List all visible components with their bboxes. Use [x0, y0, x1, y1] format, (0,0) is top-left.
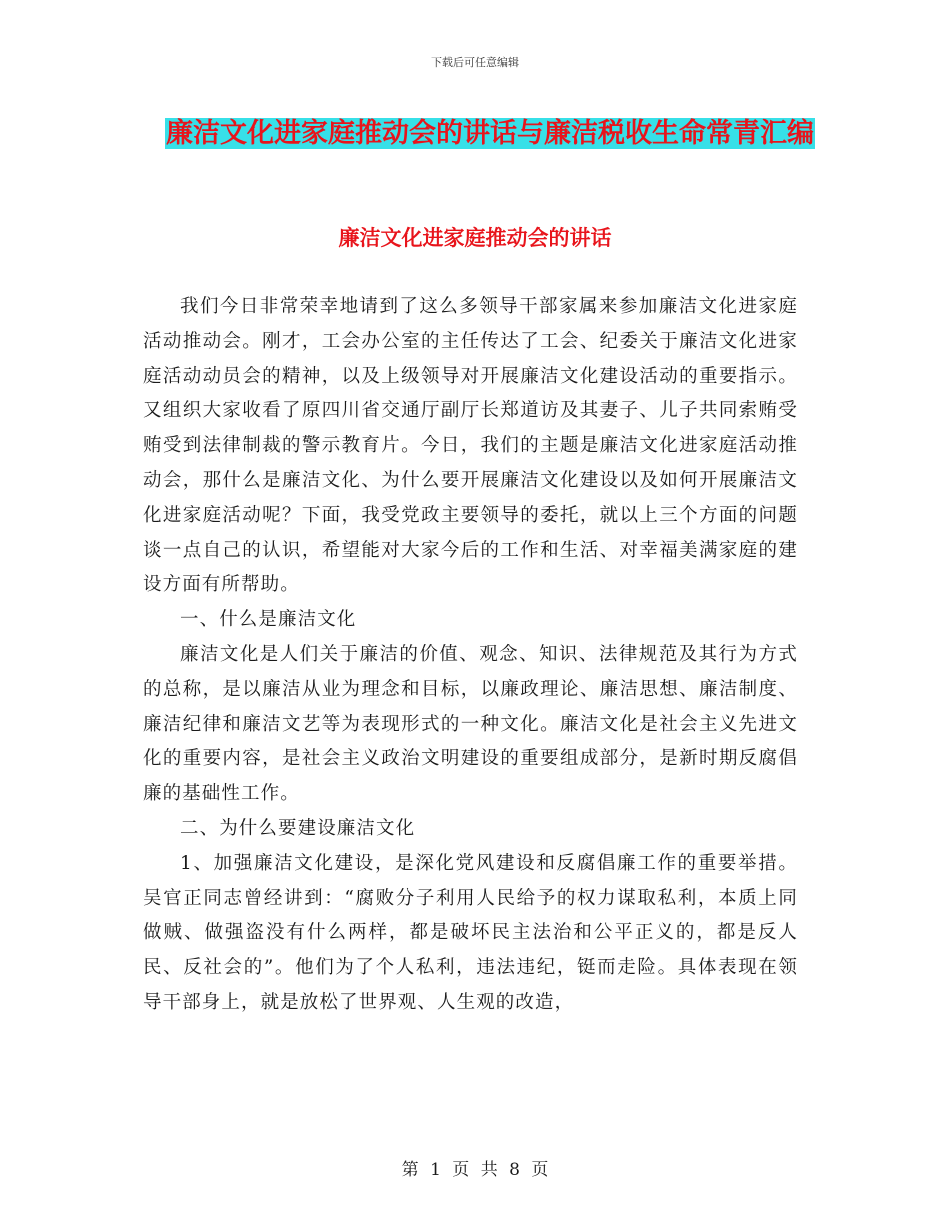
heading-what-is-clean-culture: 一、什么是廉洁文化 — [180, 609, 357, 631]
document-body — [143, 290, 798, 1021]
section-title: 廉洁文化进家庭推动会的讲话 — [338, 226, 612, 250]
paragraph-point-1: 1、加强廉洁文化建设，是深化党风建设和反腐倡廉工作的重要举措。吴官正同志曾经讲到：“腐败分子利用人民给予的权力谋取私利，本质上同做贼、做强盗没有什么两样，都是破坏民主法治和公平正义的，都是反人民、反社会的”。他们为了个人私利，违法违纪，铤而走险。具体表现在领导干部身上，就是放松了世界观、人生观的改造， — [143, 852, 798, 1013]
heading-why-build-clean-culture: 二、为什么要建设廉洁文化 — [180, 817, 416, 839]
header-note: 下载后可任意编辑 — [431, 56, 519, 69]
main-title-text: 廉洁文化进家庭推动会的讲话与廉洁税收生命常青汇编 — [166, 118, 814, 149]
paragraph-intro: 我们今日非常荣幸地请到了这么多领导干部家属来参加廉洁文化进家庭活动推动会。刚才，工会办公室的主任传达了工会、纪委关于廉洁文化进家庭活动动员会的精神，以及上级领导对开展廉洁文化建设活动的重要指示。又组织大家收看了原四川省交通厅副厅长郑道访及其妻子、儿子共同索贿受贿受到法律制裁的警示教育片。今日，我们的主题是廉洁文化进家庭活动推动会，那什么是廉洁文化、为什么要开展廉洁文化建设以及如何开展廉洁文化进家庭活动呢？下面，我受党政主要领导的委托，就以上三个方面的问题谈一点自己的认识，希望能对大家今后的工作和生活、对幸福美满家庭的建设方面有所帮助。 — [143, 296, 798, 596]
page-number: 第 1 页 共 8 页 — [401, 1160, 549, 1180]
paragraph-definition: 廉洁文化是人们关于廉洁的价值、观念、知识、法律规范及其行为方式的总称，是以廉洁从业为理念和目标，以廉政理论、廉洁思想、廉洁制度、廉洁纪律和廉洁文艺等为表现形式的一种文化。廉洁文化是社会主义先进文化的重要内容，是社会主义政治文明建设的重要组成部分，是新时期反腐倡廉的基础性工作。 — [143, 643, 798, 805]
main-title — [160, 110, 820, 158]
